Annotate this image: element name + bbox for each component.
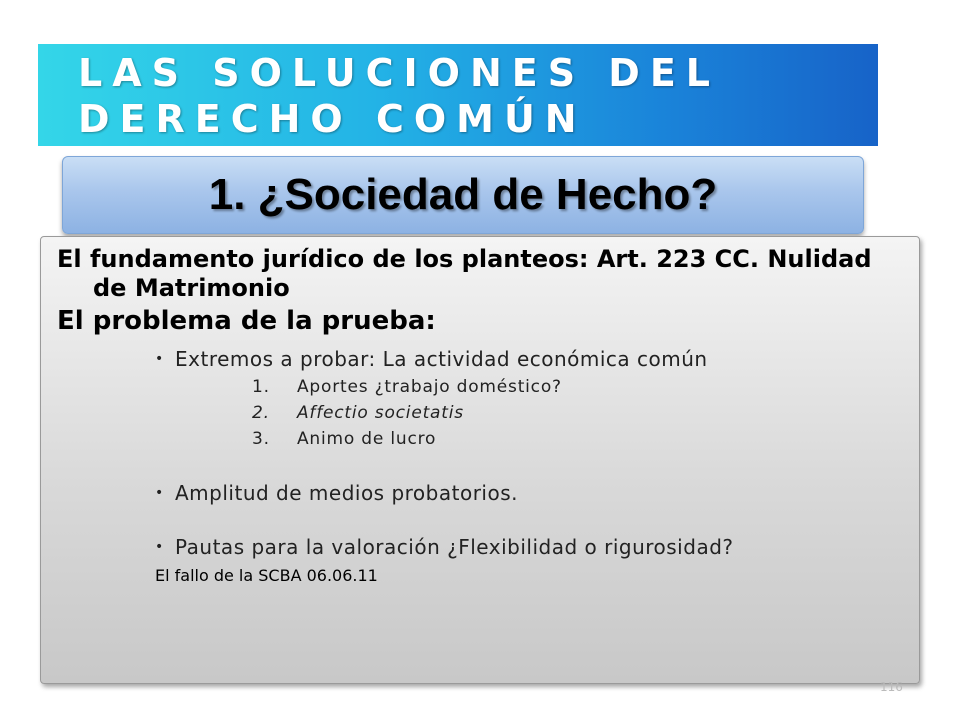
spacer	[57, 452, 889, 480]
slide-subtitle: 1. ¿Sociedad de Hecho?	[208, 170, 718, 219]
lead-paragraph-prueba: El problema de la prueba:	[57, 306, 436, 336]
bullet-text: Amplitud de medios probatorios.	[175, 481, 518, 505]
item-number: 3.	[252, 429, 270, 449]
lead-paragraph-fundamento: El fundamento jurídico de los planteos: Art. 223 CC. Nulidad de Matrimonio	[57, 245, 872, 302]
item-number: 2.	[252, 403, 270, 423]
subtitle-box	[62, 156, 864, 234]
item-text: Animo de lucro	[297, 429, 437, 449]
item-text: Affectio societatis	[297, 403, 464, 423]
numbered-item-animo	[57, 426, 889, 452]
bullet-dot-icon: •	[155, 539, 164, 555]
bullet-text: Extremos a probar: La actividad económica común	[175, 347, 708, 371]
bullet-item-amplitud	[57, 480, 889, 506]
bullet-dot-icon: •	[155, 485, 164, 501]
bullet-item-extremos	[57, 346, 889, 372]
page-number: 116	[880, 680, 903, 694]
bullet-dot-icon: •	[155, 351, 164, 367]
numbered-item-aportes	[57, 374, 889, 400]
bullet-list	[57, 346, 889, 372]
slide-title-line-1: LAS SOLUCIONES DEL	[78, 51, 721, 95]
item-text: Aportes ¿trabajo doméstico?	[297, 377, 562, 397]
numbered-list	[57, 374, 889, 452]
bullet-text: Pautas para la valoración ¿Flexibilidad o rigurosidad?	[175, 535, 734, 559]
item-number: 1.	[252, 377, 270, 397]
content-panel	[40, 236, 920, 684]
bullet-list-3	[57, 534, 889, 560]
fallo-note: El fallo de la SCBA 06.06.11	[155, 566, 378, 585]
title-banner	[38, 44, 878, 146]
spacer	[57, 506, 889, 534]
bullet-list-2	[57, 480, 889, 506]
slide-title-line-2: DERECHO COMÚN	[78, 97, 587, 141]
numbered-item-affectio	[57, 400, 889, 426]
bullet-item-pautas	[57, 534, 889, 560]
